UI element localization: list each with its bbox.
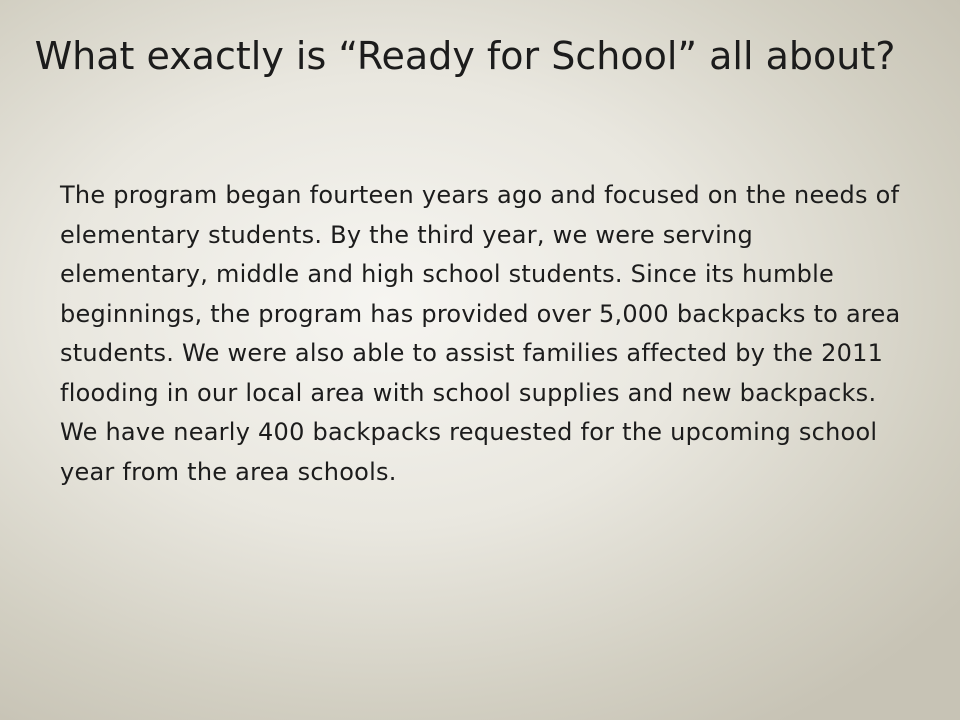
- slide-title: What exactly is “Ready for School” all about?: [34, 34, 896, 78]
- slide-body-text: The program began fourteen years ago and focused on the needs of elementary students. By the third year, we were serving elementary, middle and high school students. Since its humble beginnings, the program has provided over 5,000 backpacks to area students. We were also able to assist families affected by the 2011 flooding in our local area with school supplies and new backpacks. We have nearly 400 backpacks requested for the upcoming school year from the area schools.: [60, 181, 901, 486]
